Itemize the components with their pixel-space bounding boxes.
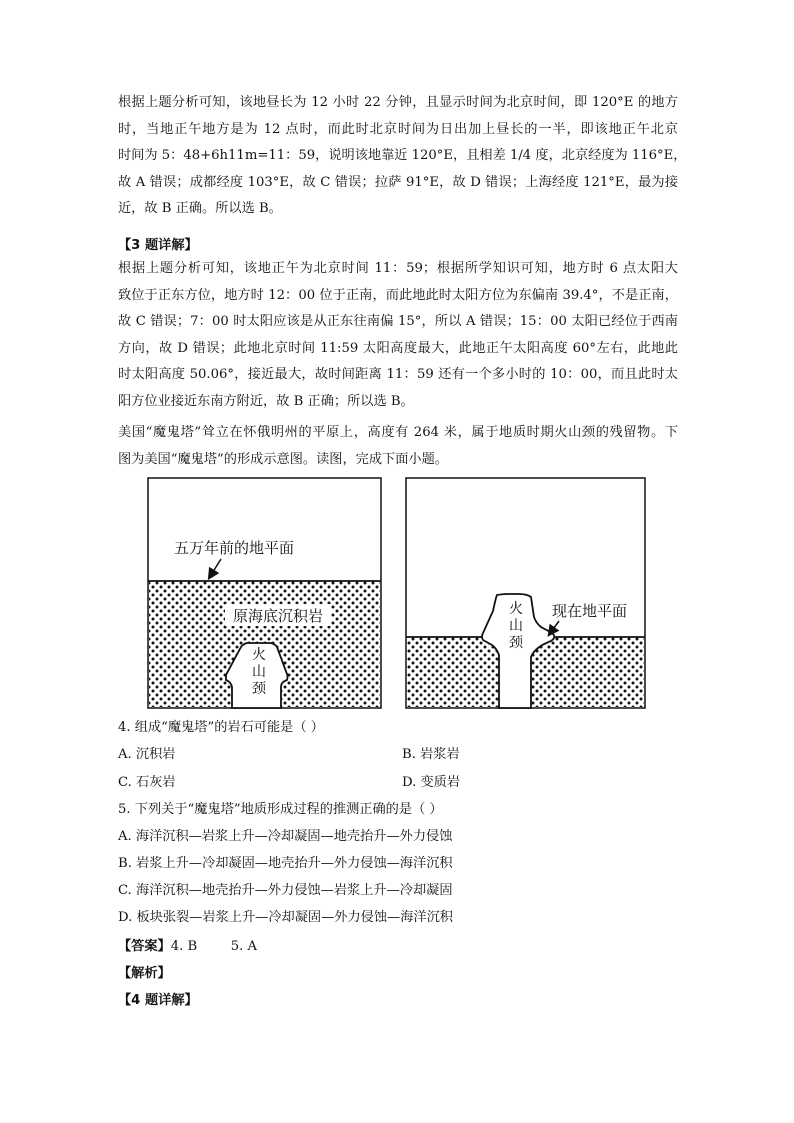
question-4-option-d: D. 变质岩 <box>402 775 461 790</box>
neck-label-char: 火 <box>509 601 523 617</box>
text-line: 根据上题分析可知，该地正午为北京时间 11：59；根据所学知识可知，地方时 6 点太阳大 <box>118 261 678 276</box>
question-5-option-b: B. 岩浆上升—冷却凝固—地壳抬升—外力侵蚀—海洋沉积 <box>118 856 453 871</box>
question-5-stem: 5. 下列关于“魔鬼塔”地质形成过程的推测正确的是（ ） <box>118 802 443 817</box>
text-line: 近，故 B 正确。所以选 B。 <box>118 201 282 217</box>
neck-label-char: 火 <box>252 647 266 663</box>
analysis-heading: 【解析】 <box>118 966 171 981</box>
neck-label-char: 山 <box>509 618 523 634</box>
answer-line <box>118 935 257 954</box>
text-line: 致位于正东方位，地方时 12：00 位于正南，而此地此时太阳方位为东偏南 39.4°，不是正南， <box>118 287 678 303</box>
text-line: 根据上题分析可知，该地昼长为 12 小时 22 分钟，且显示时间为北京时间，即 120°E 的地方 <box>118 95 678 110</box>
heading-q3-detail: 【3 题详解】 <box>118 238 198 253</box>
text-line: 故 A 错误；成都经度 103°E，故 C 错误；拉萨 91°E，故 D 错误；上海经度 121°E，最为接 <box>118 174 678 190</box>
text-line: 方向，故 D 错误；此地北京时间 11:59 太阳高度最大，此地正午太阳高度 60°左右，此地此 <box>118 340 678 356</box>
left-panel <box>148 478 381 708</box>
paragraph-q2-explanation <box>118 90 687 223</box>
text-line: 图为美国“魔鬼塔”的形成示意图。读图，完成下面小题。 <box>118 451 448 467</box>
text-line: 时太阳高度 50.06°，接近最大，故时间距离 11：59 还有一个多小时的 10：00，而且此时太 <box>118 367 678 383</box>
question-5-option-c: C. 海洋沉积—地壳抬升—外力侵蚀—岩浆上升—冷却凝固 <box>118 883 453 898</box>
ancient-ground-label: 五万年前的地平面 <box>174 539 295 557</box>
right-panel <box>406 478 645 708</box>
question-4-option-a: A. 沉积岩 <box>118 747 176 762</box>
neck-label-char: 颈 <box>252 681 266 697</box>
text-line: 时间为 5：48+6h11m=11：59，说明该地靠近 120°E，且相差 1/4 度，北京经度为 116°E， <box>118 148 687 164</box>
paragraph-intro <box>118 420 678 473</box>
text-line: 故 C 错误；7：00 时太阳应该是从正东往南偏 15°，所以 A 错误；15：00 太阳已经位于西南 <box>118 314 678 330</box>
question-4-option-b: B. 岩浆岩 <box>402 747 460 762</box>
answer-label: 【答案】 <box>118 939 171 954</box>
figure-svg <box>147 477 647 709</box>
paragraph-q3-explanation <box>118 256 678 416</box>
text-line: 阳方位业接近东南方附近，故 B 正确；所以选 B。 <box>118 393 414 409</box>
neck-label-char: 颈 <box>509 635 523 651</box>
heading-q4-detail: 【4 题详解】 <box>118 993 198 1008</box>
neck-label-char: 山 <box>252 664 266 680</box>
question-5-option-a: A. 海洋沉积—岩浆上升—冷却凝固—地壳抬升—外力侵蚀 <box>118 829 453 844</box>
question-5-option-d: D. 板块张裂—岩浆上升—冷却凝固—外力侵蚀—海洋沉积 <box>118 910 453 925</box>
question-4-stem: 4. 组成“魔鬼塔”的岩石可能是（ ） <box>118 720 324 735</box>
text-line: 时，当地正午地方是为 12 点时，而此时北京时间为日出加上昼长的一半，即该地正午北京 <box>118 121 678 137</box>
present-ground-label: 现在地平面 <box>552 602 628 620</box>
devils-tower-formation-figure <box>147 477 647 709</box>
question-4-option-c: C. 石灰岩 <box>118 775 176 790</box>
text-line: 美国“魔鬼塔”耸立在怀俄明州的平原上，高度有 264 米，属于地质时期火山颈的残留物。下 <box>118 425 678 440</box>
answer-text: 4. B 5. A <box>170 939 258 954</box>
sedimentary-rock-label: 原海底沉积岩 <box>232 607 324 625</box>
